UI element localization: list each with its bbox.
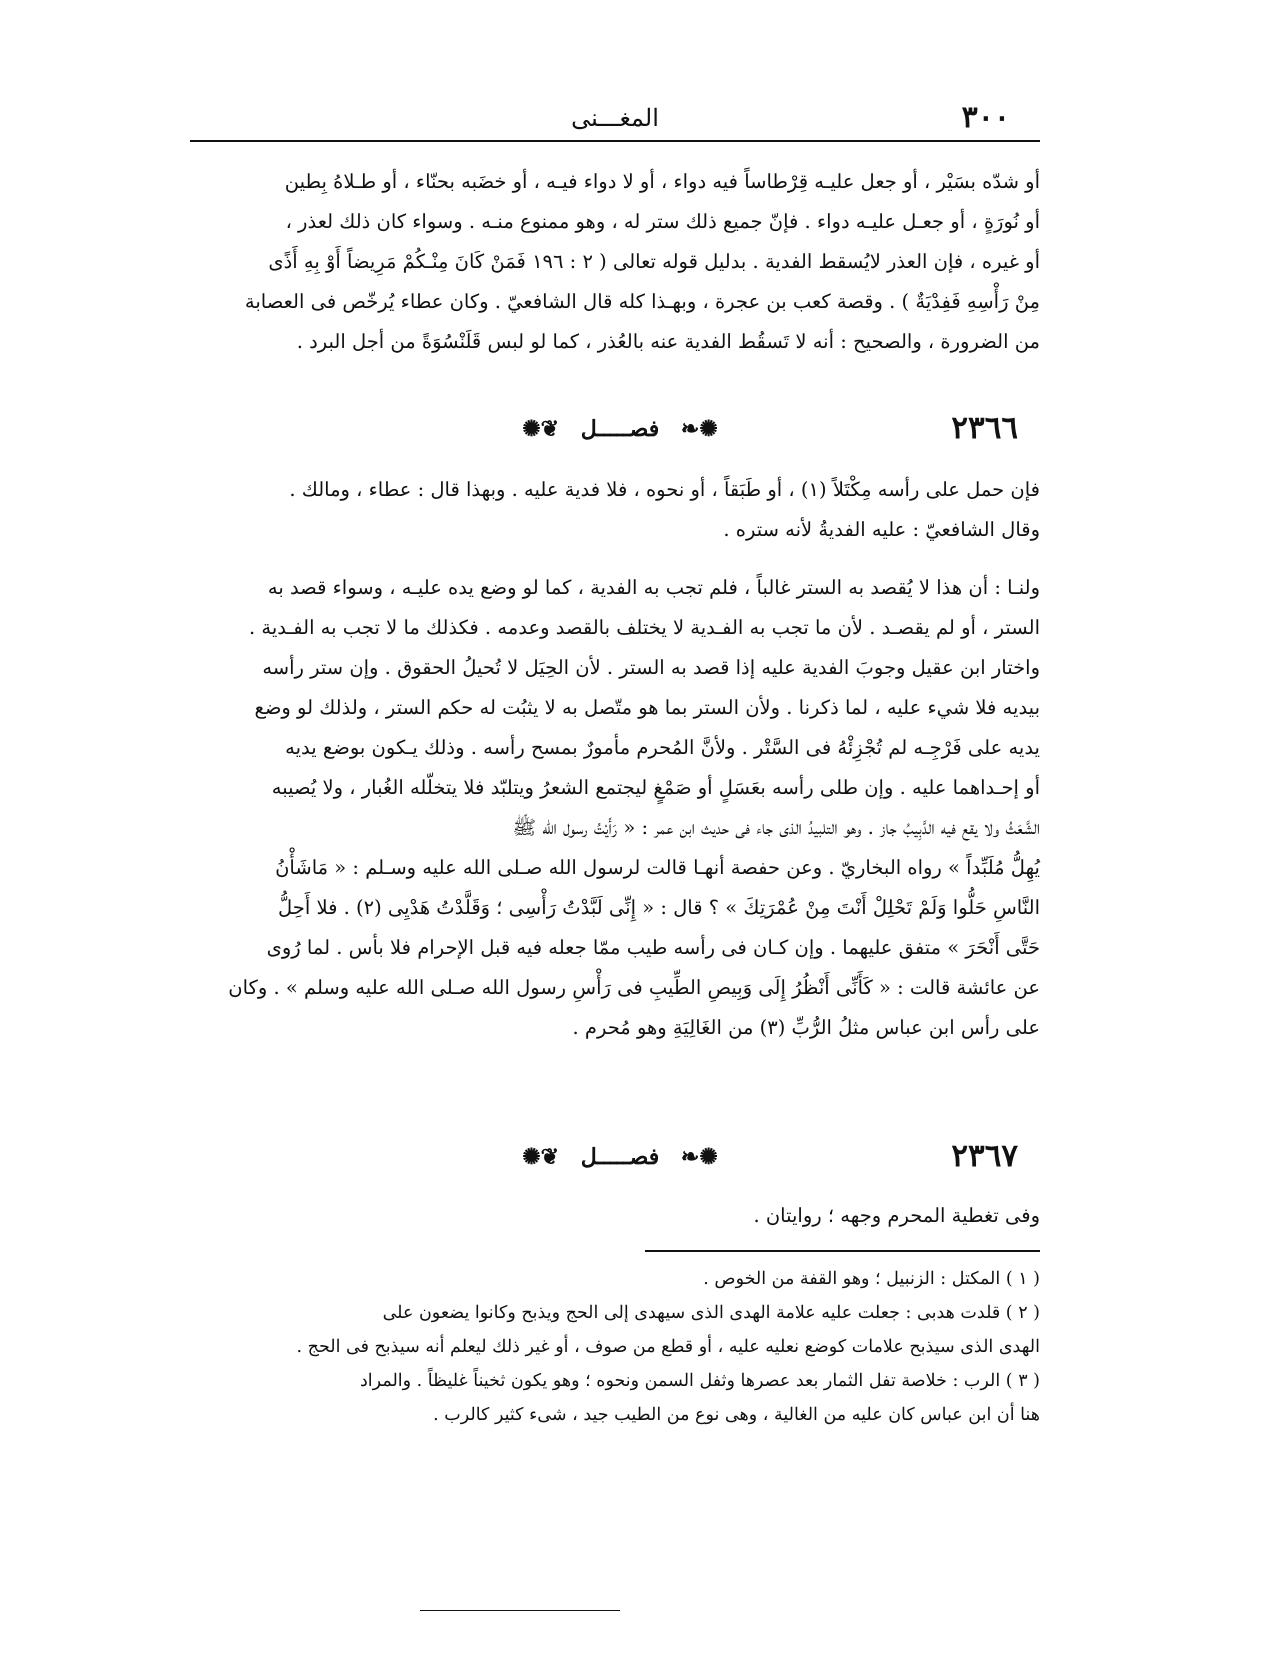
text-line: بيديه فلا شيء عليه ، لما ذكرنا . ولأن الستر بما هو متّصل به لا يثبُت له حكم الستر ، ولذلك لو وضع xyxy=(254,696,1040,719)
section-number: ٢٣٦٧ xyxy=(951,1138,1018,1174)
footnote-rule xyxy=(645,1250,1040,1252)
section-2366-paragraph-2 xyxy=(200,568,1040,1048)
text-line: أو نُورَةٍ ، أو جعـل عليـه دواء . فإنّ جميع ذلك ستر له ، وهو ممنوع منـه . وسواء كان ذلك لعذر ، xyxy=(285,210,1040,233)
footnotes xyxy=(200,1262,1040,1432)
section-number: ٢٣٦٦ xyxy=(951,410,1018,446)
section-title-text: فصـــــل xyxy=(580,1144,660,1170)
text-line: الستر ، أو لم يقصـد . لأن ما تجب به الفـدية لا يختلف بالقصد وعدمه . فكذلك ما لا تجب به الفـدية . xyxy=(249,616,1040,639)
intro-paragraph xyxy=(200,162,1040,362)
text-line: حَتَّى أَنْحَرَ » متفق عليهما . وإن كـان فى رأسه طيب ممّا جعله فيه قبل الإحرام فلا بأس . لما رُوى xyxy=(266,936,1040,959)
ornament-icon: ✺❧ xyxy=(680,416,718,442)
running-title: المغـــنى xyxy=(571,104,659,132)
text-line: عن عائشة قالت : « كَأَنِّى أَنْظُرُ إِلَى وَبِيصِ الطِّيبِ فى رَأْسِ رسول الله صـلى الله عليه وسلم » . وكان xyxy=(228,976,1040,999)
footnote-line: الهدى الذى سيذبح علامات كوضع نعليه عليه ، أو قطع من صوف ، أو غير ذلك ليعلم أنه سيذبح فى الحج . xyxy=(296,1337,1040,1357)
footnote-line: هنا أن ابن عباس كان عليه من الغالية ، وهى نوع من الطيب جيد ، شىء كثير كالرب . xyxy=(433,1405,1040,1425)
section-title xyxy=(200,1144,1040,1170)
text-line: أو إحـداهما عليه . وإن طلى رأسه بعَسَلٍ أو صَمْغٍ ليجتمع الشعرُ ويتلبّد فلا يتخلّله الغُبار ، ولا يُصيبه xyxy=(271,776,1040,799)
ornament-icon: ✺❧ xyxy=(680,1144,718,1170)
text-line: من الضرورة ، والصحيح : أنه لا تَسقُط الفدية عنه بالعُذر ، كما لو لبس قَلَنْسُوَةً من أجل البرد . xyxy=(296,330,1040,353)
footnote-line: ( ٢ ) قلدت هدبى : جعلت عليه علامة الهدى الذى سيهدى إلى الحج ويذبح وكانوا يضعون على xyxy=(382,1303,1040,1323)
ornament-icon: ❦✺ xyxy=(522,1144,560,1170)
ornament-icon: ❦✺ xyxy=(522,416,560,442)
text-line: يديه على فَرْجِـه لم تُجْزِئْهُ فى السَّتْر . ولأنَّ المُحرم مأمورٌ بمسح رأسه . وذلك يـكون بوضع يديه xyxy=(285,736,1040,759)
text-line: النَّاسِ حَلُّوا وَلَمْ تَحْلِلْ أَنْتَ مِنْ عُمْرَتِكَ » ؟ قال : « إِنِّى لَبَّدْتُ رَأْسِى ؛ وَقَلَّدْتُ هَدْيِى (٢) . فلا أَحِلُّ xyxy=(278,896,1040,919)
text-line: وفى تغطية المحرم وجهه ؛ روايتان . xyxy=(753,1204,1040,1227)
page-number: ٣٠٠ xyxy=(961,100,1010,135)
text-line: الشَّعَثُ ولا يقع فيه الدَّبِيبُ جاز . وهو التلبيدُ الذى جاء فى حديث ابن عمر : « رَأَيْتُ رسول الله ﷺ xyxy=(512,816,1040,839)
footnote-line: ( ١ ) المكتل : الزنبيل ؛ وهو القفة من الخوص . xyxy=(703,1269,1040,1289)
bottom-rule xyxy=(420,1610,620,1611)
text-line: وقال الشافعيّ : عليه الفديةُ لأنه ستره . xyxy=(723,518,1040,541)
text-line: أو غيره ، فإن العذر لايُسقط الفدية . بدليل قوله تعالى ( ٢ : ١٩٦ فَمَنْ كَانَ مِنْـكُمْ مَرِيضاً أَوْ بِهِ أَذًى xyxy=(268,250,1040,273)
section-2366-paragraph-1 xyxy=(200,470,1040,550)
page-header xyxy=(190,100,1040,140)
section-title-text: فصـــــل xyxy=(580,416,660,442)
text-line: فإن حمل على رأسه مِكْتَلاً (١) ، أو طَبَقاً ، أو نحوه ، فلا فدية عليه . وبهذا قال : عطاء ، ومالك . xyxy=(289,478,1040,501)
section-title xyxy=(200,416,1040,442)
text-line: على رأس ابن عباس مثلُ الرُّبِّ (٣) من الغَالِيَةِ وهو مُحرم . xyxy=(572,1016,1040,1039)
footnote-line: ( ٣ ) الرب : خلاصة تفل الثمار بعد عصرها وثفل السمن ونحوه ؛ وهو يكون ثخيناً غليظاً . والمراد xyxy=(360,1371,1040,1391)
header-rule xyxy=(190,140,1040,142)
section-2367-paragraph xyxy=(200,1196,1040,1236)
text-line: واختار ابن عقيل وجوبَ الفدية عليه إذا قصد به الستر . لأن الحِيَل لا تُحيلُ الحقوق . وإن ستر رأسه xyxy=(262,656,1040,679)
text-line: مِنْ رَأْسِهِ فَفِدْيَةٌ ) . وقصة كعب بن عجرة ، وبهـذا كله قال الشافعيّ . وكان عطاء يُرخّص فى العصابة xyxy=(244,290,1040,313)
text-line: أو شدّه بسَيْر ، أو جعل عليـه قِرْطاساً فيه دواء ، أو لا دواء فيـه ، أو خضَبه بحنّاء ، أو طـلاهُ بِطين xyxy=(284,170,1040,193)
section-heading-2367 xyxy=(200,1138,1040,1186)
section-heading-2366 xyxy=(200,410,1040,458)
text-line: يُهِلُّ مُلَبِّداً » رواه البخاريّ . وعن حفصة أنهـا قالت لرسول الله صـلى الله عليه وسـلم : « مَاشَأْنُ xyxy=(275,856,1040,879)
text-line: ولنـا : أن هذا لا يُقصد به الستر غالباً ، فلم تجب به الفدية ، كما لو وضع يده عليـه ، وسواء قصد به xyxy=(267,576,1040,599)
